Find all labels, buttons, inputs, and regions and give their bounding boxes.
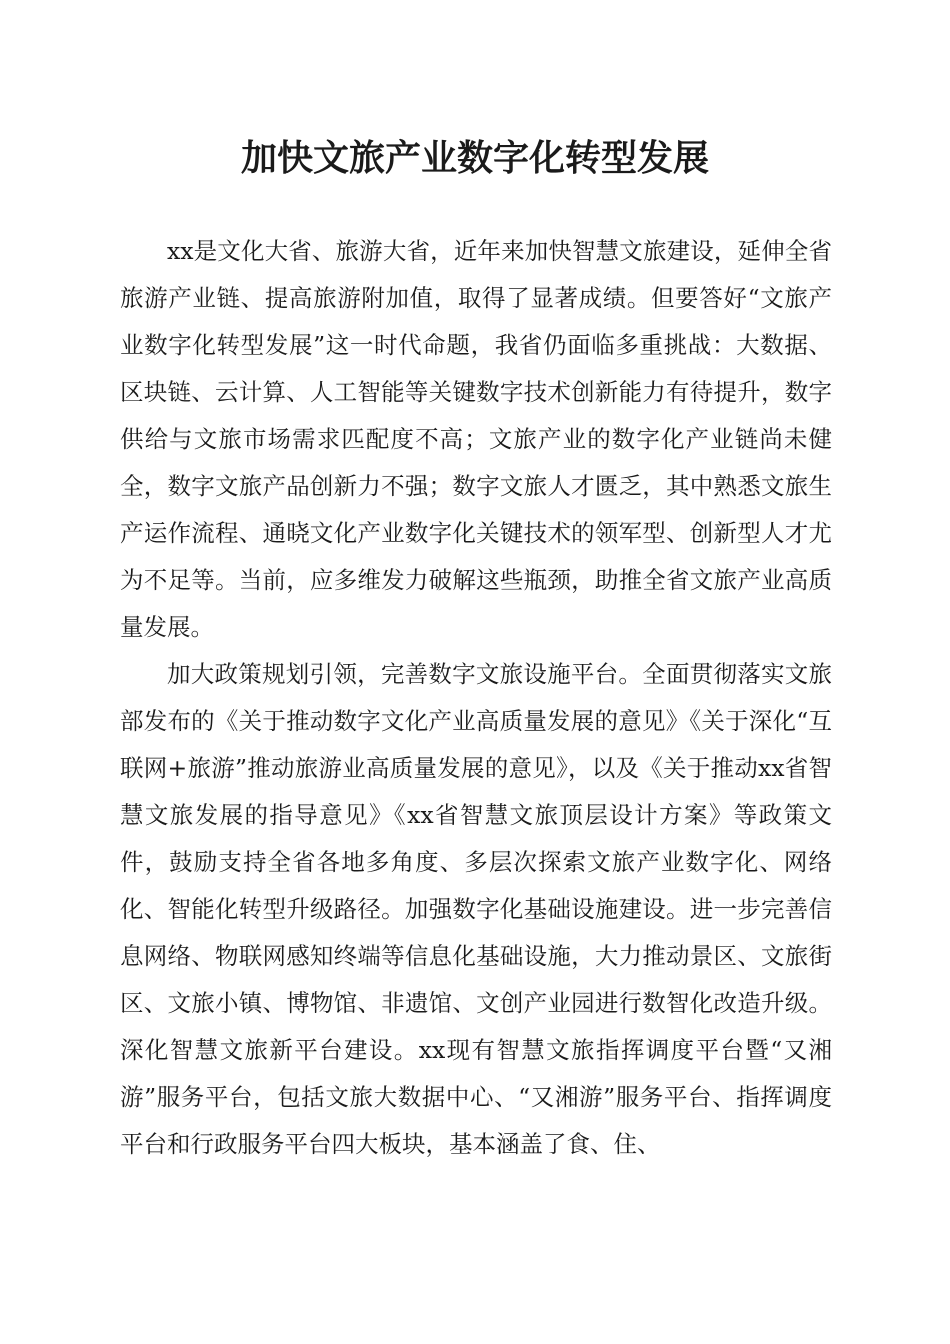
paragraph-1: xx是文化大省、旅游大省，近年来加快智慧文旅建设，延伸全省旅游产业链、提高旅游附加值，取得了显著成绩。但要答好“文旅产业数字化转型发展”这一时代命题，我省仍面临多重挑战：大数据、区块链、云计算、人工智能等关键数字技术创新能力有待提升，数字供给与文旅市场需求匹配度不高；文旅产业的数字化产业链尚未健全，数字文旅产品创新力不强；数字文旅人才匮乏，其中熟悉文旅生产运作流程、通晓文化产业数字化关键技术的领军型、创新型人才尤为不足等。当前，应多维发力破解这些瓶颈，助推全省文旅产业高质量发展。 bbox=[120, 237, 832, 641]
paragraph-2: 加大政策规划引领，完善数字文旅设施平台。全面贯彻落实文旅部发布的《关于推动数字文化产业高质量发展的意见》《关于深化“互联网+旅游”推动旅游业高质量发展的意见》，以及《关于推动xx省智慧文旅发展的指导意见》《xx省智慧文旅顶层设计方案》等政策文件，鼓励支持全省各地多角度、多层次探索文旅产业数字化、网络化、智能化转型升级路径。加强数字化基础设施建设。进一步完善信息网络、物联网感知终端等信息化基础设施，大力推动景区、文旅街区、文旅小镇、博物馆、非遗馆、文创产业园进行数智化改造升级。深化智慧文旅新平台建设。xx现有智慧文旅指挥调度平台暨“又湘游”服务平台，包括文旅大数据中心、“又湘游”服务平台、指挥调度平台和行政服务平台四大板块，基本涵盖了食、住、 bbox=[120, 660, 832, 1158]
document-title: 加快文旅产业数字化转型发展 bbox=[240, 137, 709, 179]
document-body bbox=[120, 228, 832, 1168]
